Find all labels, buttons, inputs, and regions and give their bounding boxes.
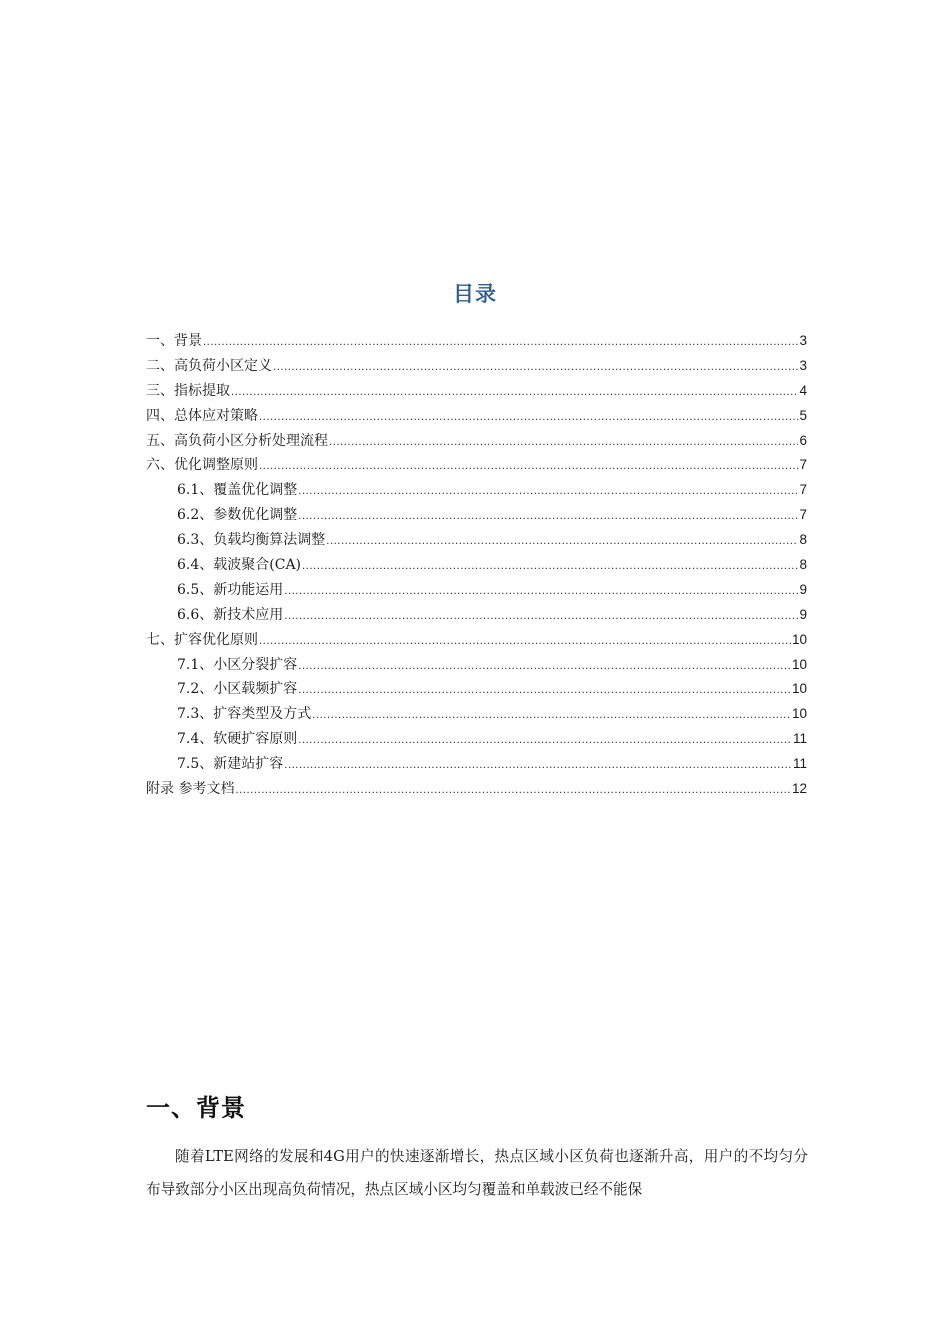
toc-entry-label: 六、优化调整原则 [146, 457, 258, 474]
toc-entry-page-number: 4 [799, 382, 807, 398]
toc-entry-page-number: 5 [799, 407, 807, 423]
toc-entry-page-number: 10 [791, 706, 807, 722]
toc-entry-label: 6.3、负载均衡算法调整 [177, 532, 326, 549]
toc-entry-label: 三、指标提取 [146, 382, 230, 399]
toc-entry[interactable] [146, 455, 807, 480]
body-paragraph: 随着LTE网络的发展和4G用户的快速逐渐增长，热点区域小区负荷也逐渐升高，用户的不均匀分布导致部分小区出现高负荷情况，热点区域小区均匀覆盖和单载波已经不能保 [146, 1148, 808, 1198]
toc-entry[interactable] [146, 331, 807, 356]
toc-leader-dots [284, 756, 792, 776]
toc-entry-label: 7.2、小区载频扩容 [177, 681, 298, 698]
toc-entry-label: 二、高负荷小区定义 [146, 357, 272, 374]
toc-entry-page-number: 10 [791, 631, 807, 647]
table-of-contents [146, 331, 807, 804]
toc-entry[interactable] [146, 480, 807, 505]
toc-entry-page-number: 10 [791, 656, 807, 672]
toc-entry[interactable] [146, 655, 807, 680]
toc-entry-page-number: 8 [799, 557, 807, 573]
section-heading: 一、背景 [146, 1094, 246, 1122]
toc-entry-label: 一、背景 [146, 333, 202, 349]
toc-entry-page-number: 11 [792, 731, 807, 747]
toc-entry-page-number: 3 [799, 357, 807, 373]
toc-leader-dots [259, 408, 798, 428]
toc-leader-dots [298, 507, 798, 527]
toc-entry-page-number: 12 [791, 781, 807, 797]
toc-entry-label: 7.3、扩容类型及方式 [177, 706, 312, 723]
toc-entry-label: 7.4、软硬扩容原则 [177, 731, 298, 748]
toc-entry[interactable] [146, 754, 807, 779]
toc-entry[interactable] [146, 679, 807, 704]
toc-entry-label: 七、扩容优化原则 [146, 631, 258, 648]
toc-entry-page-number: 9 [799, 581, 807, 597]
toc-leader-dots [235, 781, 791, 801]
toc-leader-dots [284, 582, 798, 602]
toc-entry-page-number: 10 [791, 681, 807, 697]
toc-entry-page-number: 9 [799, 606, 807, 622]
toc-entry[interactable] [146, 729, 807, 754]
toc-entry-label: 7.5、新建站扩容 [177, 756, 284, 773]
toc-entry[interactable] [146, 406, 807, 431]
toc-entry-page-number: 7 [799, 507, 807, 523]
toc-entry-label: 五、高负荷小区分析处理流程 [146, 432, 328, 449]
toc-entry-label: 6.4、载波聚合(CA) [177, 557, 302, 574]
toc-entry-page-number: 6 [799, 432, 807, 448]
toc-entry-label: 四、总体应对策略 [146, 407, 258, 424]
toc-leader-dots [231, 383, 798, 403]
toc-leader-dots [329, 433, 798, 453]
toc-entry-label: 6.5、新功能运用 [177, 581, 284, 598]
toc-entry[interactable] [146, 704, 807, 729]
toc-leader-dots [298, 657, 791, 677]
toc-entry-page-number: 7 [799, 482, 807, 498]
toc-entry[interactable] [146, 605, 807, 630]
toc-entry[interactable] [146, 779, 807, 804]
toc-entry-label: 6.1、覆盖优化调整 [177, 482, 298, 499]
toc-entry-page-number: 8 [799, 532, 807, 548]
toc-title: 目录 [453, 282, 497, 306]
toc-entry-page-number: 11 [792, 756, 807, 772]
toc-entry[interactable] [146, 356, 807, 381]
toc-leader-dots [298, 681, 791, 701]
toc-entry[interactable] [146, 505, 807, 530]
toc-entry-label: 7.1、小区分裂扩容 [177, 656, 298, 673]
toc-entry[interactable] [146, 381, 807, 406]
toc-leader-dots [298, 482, 798, 502]
toc-entry-label: 6.6、新技术应用 [177, 606, 284, 623]
toc-leader-dots [259, 457, 798, 477]
toc-entry[interactable] [146, 431, 807, 456]
toc-leader-dots [259, 632, 791, 652]
toc-entry-label: 附录 参考文档 [146, 781, 235, 798]
toc-leader-dots [298, 731, 792, 751]
toc-leader-dots [284, 607, 798, 627]
toc-leader-dots [312, 706, 791, 726]
toc-entry[interactable] [146, 630, 807, 655]
toc-leader-dots [273, 358, 798, 378]
toc-leader-dots [302, 557, 798, 577]
toc-leader-dots [203, 333, 798, 353]
toc-entry[interactable] [146, 555, 807, 580]
toc-entry-page-number: 3 [799, 333, 807, 348]
toc-entry-label: 6.2、参数优化调整 [177, 507, 298, 524]
toc-entry-page-number: 7 [799, 457, 807, 473]
toc-entry[interactable] [146, 580, 807, 605]
toc-entry[interactable] [146, 530, 807, 555]
toc-leader-dots [326, 532, 798, 552]
